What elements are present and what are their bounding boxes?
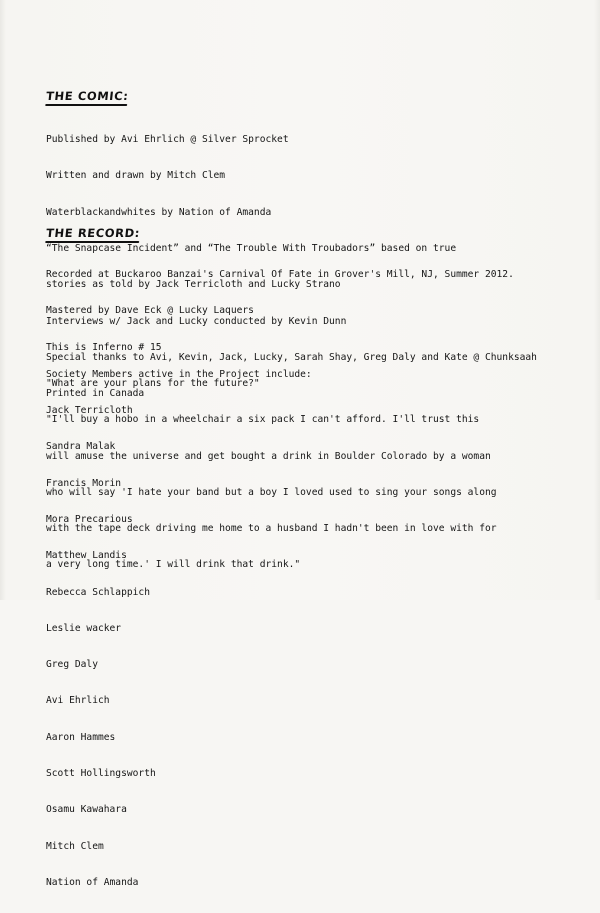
record-line: with the tape deck driving me home to a husband I hadn't been in love with for [46, 523, 497, 535]
record-line: "What are your plans for the future?" [46, 378, 260, 390]
society-member: Francis Morin [46, 477, 122, 489]
record-line: Mastered by Dave Eck @ Lucky Laquers [46, 305, 254, 317]
comic-heading [45, 89, 129, 106]
comic-line: Published by Avi Ehrlich @ Silver Sprocket [46, 134, 289, 146]
record-heading-underline [45, 241, 139, 243]
comic-heading-underline [45, 104, 128, 106]
society-member: Mora Precarious [46, 514, 133, 526]
record-line: "I'll buy a hobo in a wheelchair a six pack I can't afford. I'll trust this [46, 414, 480, 426]
record-heading [45, 226, 141, 243]
record-line: This is Inferno # 15 [46, 341, 162, 353]
society-member: Rebecca Schlappich [46, 586, 150, 598]
record-line: a very long time.' I will drink that drink." [46, 559, 301, 571]
record-line: will amuse the universe and get bought a drink in Boulder Colorado by a woman [46, 450, 491, 462]
society-member: Matthew Landis [46, 550, 127, 562]
society-member: Scott Hollingsworth [46, 768, 156, 779]
society-member: Osamu Kawahara [46, 804, 127, 816]
comic-line: Written and drawn by Mitch Clem [46, 170, 226, 182]
record-line: who will say 'I hate your band but a boy I loved used to sing your songs along [46, 486, 497, 498]
comic-line: stories as told by Jack Terricloth and Lucky Strano [46, 279, 341, 291]
society-member: Leslie wacker [46, 622, 122, 634]
society-member: Avi Ehrlich [46, 695, 110, 707]
comic-line: Waterblackandwhites by Nation of Amanda [46, 206, 272, 218]
society-member: Greg Daly [46, 659, 98, 671]
society-member: Mitch Clem [46, 840, 104, 852]
comic-line: “The Snapcase Incident” and “The Trouble With Troubadors” based on true [46, 243, 457, 255]
record-line: Recorded at Buckaroo Banzai's Carnival Of Fate in Grover's Mill, NJ, Summer 2012. [46, 269, 514, 281]
society-member: Aaron Hammes [46, 731, 116, 743]
comic-heading-text: THE COMIC: [45, 89, 130, 103]
society-member-list [46, 381, 156, 913]
society-member: Nation of Amanda [46, 876, 139, 888]
comic-line: Printed in Canada [46, 388, 145, 400]
comic-line: Special thanks to Avi, Kevin, Jack, Lucky, Sarah Shay, Greg Daly and Kate @ Chunksaah [46, 351, 537, 363]
society-member: Jack Terricloth [46, 405, 133, 417]
comic-line: Interviews w/ Jack and Lucky conducted by Kevin Dunn [46, 315, 347, 327]
society-intro: Society Members active in the Project include: [46, 369, 312, 380]
record-heading-text: THE RECORD: [45, 226, 141, 240]
society-member: Sandra Malak [46, 441, 116, 453]
